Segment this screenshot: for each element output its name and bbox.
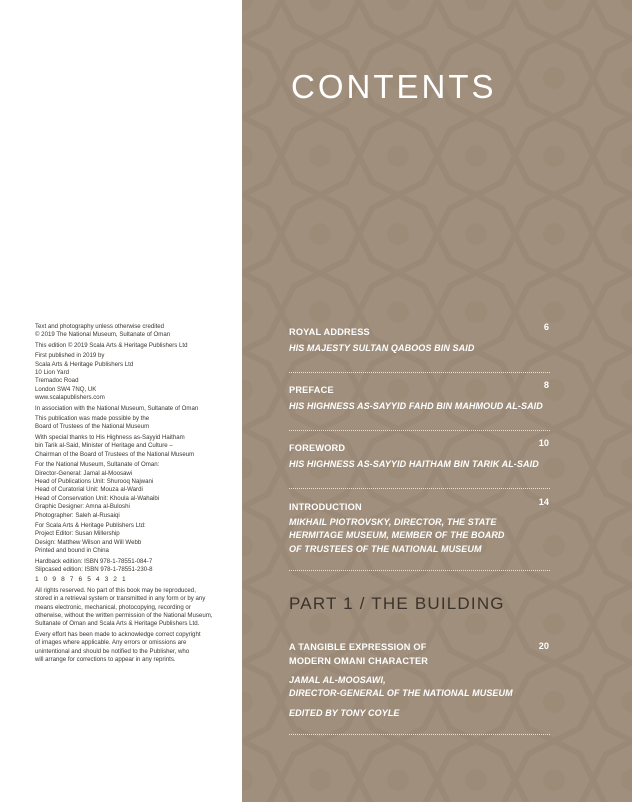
publisher-block	[35, 352, 235, 402]
dotted-divider	[289, 570, 550, 571]
text-line: For Scala Arts & Heritage Publishers Ltd:	[35, 521, 146, 529]
text-line: Head of Conservation Unit: Khoula al-Wahaibi	[35, 494, 160, 502]
thanks-block	[35, 434, 235, 459]
text-line: otherwise, without the written permission of the National Museum,	[35, 612, 213, 619]
toc-entry-editor: EDITED BY TONY COYLE	[289, 707, 400, 718]
text-line: Head of Curatorial Unit: Mouza al-Wardi	[35, 486, 143, 494]
text-line: In association with the National Museum, Sultanate of Oman	[35, 404, 199, 412]
edition-block	[35, 342, 235, 350]
text-line: Director-General: Jamal al-Moosawi	[35, 469, 133, 477]
author-line: DIRECTOR-GENERAL OF THE NATIONAL MUSEUM	[289, 688, 513, 699]
text-line: Photographer: Saleh al-Rusaiqi	[35, 511, 120, 519]
text-line: Text and photography unless otherwise credited	[35, 323, 165, 330]
toc-entry-royal-address[interactable]	[289, 322, 549, 355]
text-line: Chairman of the Board of Trustees of the National Museum	[35, 450, 195, 458]
contents-title: CONTENTS	[291, 68, 497, 105]
association-block	[35, 405, 235, 413]
imprint-text	[35, 323, 235, 666]
author-line: JAMAL AL-MOOSAWI,	[289, 675, 386, 685]
toc-entry-introduction[interactable]	[289, 497, 549, 556]
text-line: stored in a retrieval system or transmitted in any form or by any	[35, 595, 206, 603]
toc-entry-author: HIS MAJESTY SULTAN QABOOS BIN SAID	[289, 343, 475, 353]
text-line: Project Editor: Susan Millership	[35, 530, 120, 538]
text-line: means electronic, mechanical, photocopying, recording or	[35, 603, 191, 611]
scala-team-block	[35, 522, 235, 556]
toc-entry-author: HIS HIGHNESS AS-SAYYID FAHD BIN MAHMOUD AL-SAID	[289, 401, 543, 411]
toc-entry-head	[289, 322, 549, 336]
text-line: All rights reserved. No part of this book may be reproduced,	[35, 586, 196, 594]
toc-page-number: 8	[543, 380, 549, 390]
toc-entry-label: MODERN OMANI CHARACTER	[289, 655, 429, 666]
dotted-divider	[289, 488, 550, 489]
text-line: First published in 2019 by	[35, 352, 105, 360]
text-line: bin Tarik al-Said, Minister of Heritage and Culture –	[35, 442, 173, 450]
text-line: Head of Publications Unit: Shurooq Najwani	[35, 477, 154, 485]
text-line: This edition © 2019 Scala Arts & Heritage Publishers Ltd	[35, 341, 188, 349]
toc-entry-author: HIS HIGHNESS AS-SAYYID HAITHAM BIN TARIK AL-SAID	[289, 459, 539, 469]
text-line: Sultanate of Oman and Scala Arts & Heritage Publishers Ltd.	[35, 620, 200, 628]
text-line: Board of Trustees of the National Museum	[35, 423, 150, 431]
toc-page-number: 20	[538, 641, 549, 651]
toc-entry-head	[289, 641, 549, 668]
text-line: Printed and bound in China	[35, 547, 109, 555]
toc-entry-author	[289, 516, 549, 556]
toc-entry-tangible-expression[interactable]	[289, 641, 549, 720]
text-line: will arrange for corrections to appear in any reprints.	[35, 656, 176, 664]
toc-entry-label: FOREWORD	[289, 443, 346, 453]
text-line: For the National Museum, Sultanate of Oman:	[35, 461, 160, 469]
toc-page-number: 14	[538, 497, 549, 507]
text-line: Slipcased edition: ISBN 978-1-78551-230-8	[35, 565, 153, 573]
dotted-divider	[289, 372, 550, 373]
part-heading: PART 1 / THE BUILDING	[289, 594, 505, 613]
toc-entry-head	[289, 497, 549, 511]
disclaimer-block	[35, 631, 235, 665]
toc-entry-label: A TANGIBLE EXPRESSION OF	[289, 642, 427, 652]
print-number-line: 1 0 9 8 7 6 5 4 3 2 1	[35, 576, 128, 584]
toc-entry-foreword[interactable]	[289, 438, 549, 471]
rights-block	[35, 587, 235, 629]
text-line: Hardback edition: ISBN 978-1-78551-084-7	[35, 557, 153, 565]
text-line: London SW4 7NQ, UK	[35, 385, 97, 393]
toc-entry-head	[289, 380, 549, 394]
dotted-divider	[289, 430, 550, 431]
isbn-block	[35, 558, 235, 575]
toc-entry-preface[interactable]	[289, 380, 549, 413]
text-line: unintentional and should be notified to the Publisher, who	[35, 647, 190, 655]
author-line: HERMITAGE MUSEUM, MEMBER OF THE BOARD	[289, 530, 505, 541]
toc-entry-label: PREFACE	[289, 385, 334, 395]
author-line: OF TRUSTEES OF THE NATIONAL MUSEUM	[289, 543, 482, 554]
dotted-divider	[289, 734, 550, 735]
toc-entry-author	[289, 674, 549, 701]
credit-block	[35, 323, 235, 340]
text-line: With special thanks to His Highness as-Sayyid Haitham	[35, 433, 185, 441]
toc-entry-label: INTRODUCTION	[289, 502, 362, 512]
support-block	[35, 415, 235, 432]
text-line: of images where applicable. Any errors or omissions are	[35, 639, 187, 647]
text-line: Design: Matthew Wilson and Will Webb	[35, 538, 142, 546]
text-line: Graphic Designer: Amna al-Buloshi	[35, 503, 130, 511]
publisher-website: www.scalapublishers.com	[35, 394, 105, 402]
author-line: MIKHAIL PIOTROVSKY, DIRECTOR, THE STATE	[289, 517, 497, 527]
text-line: Scala Arts & Heritage Publishers Ltd	[35, 360, 134, 368]
toc-entry-label: ROYAL ADDRESS	[289, 327, 370, 337]
toc-entry-head	[289, 438, 549, 452]
toc-page-number: 6	[543, 322, 549, 332]
text-line: This publication was made possible by the	[35, 415, 150, 423]
text-line: Every effort has been made to acknowledge correct copyright	[35, 630, 201, 638]
contents-panel	[242, 0, 632, 802]
print-line-block	[35, 576, 235, 584]
text-line: © 2019 The National Museum, Sultanate of Oman	[35, 331, 171, 339]
museum-team-block	[35, 461, 235, 520]
text-line: Tremadoc Road	[35, 377, 79, 385]
toc-page-number: 10	[538, 438, 549, 448]
text-line: 10 Lion Yard	[35, 369, 69, 377]
imprint-page	[0, 0, 242, 802]
